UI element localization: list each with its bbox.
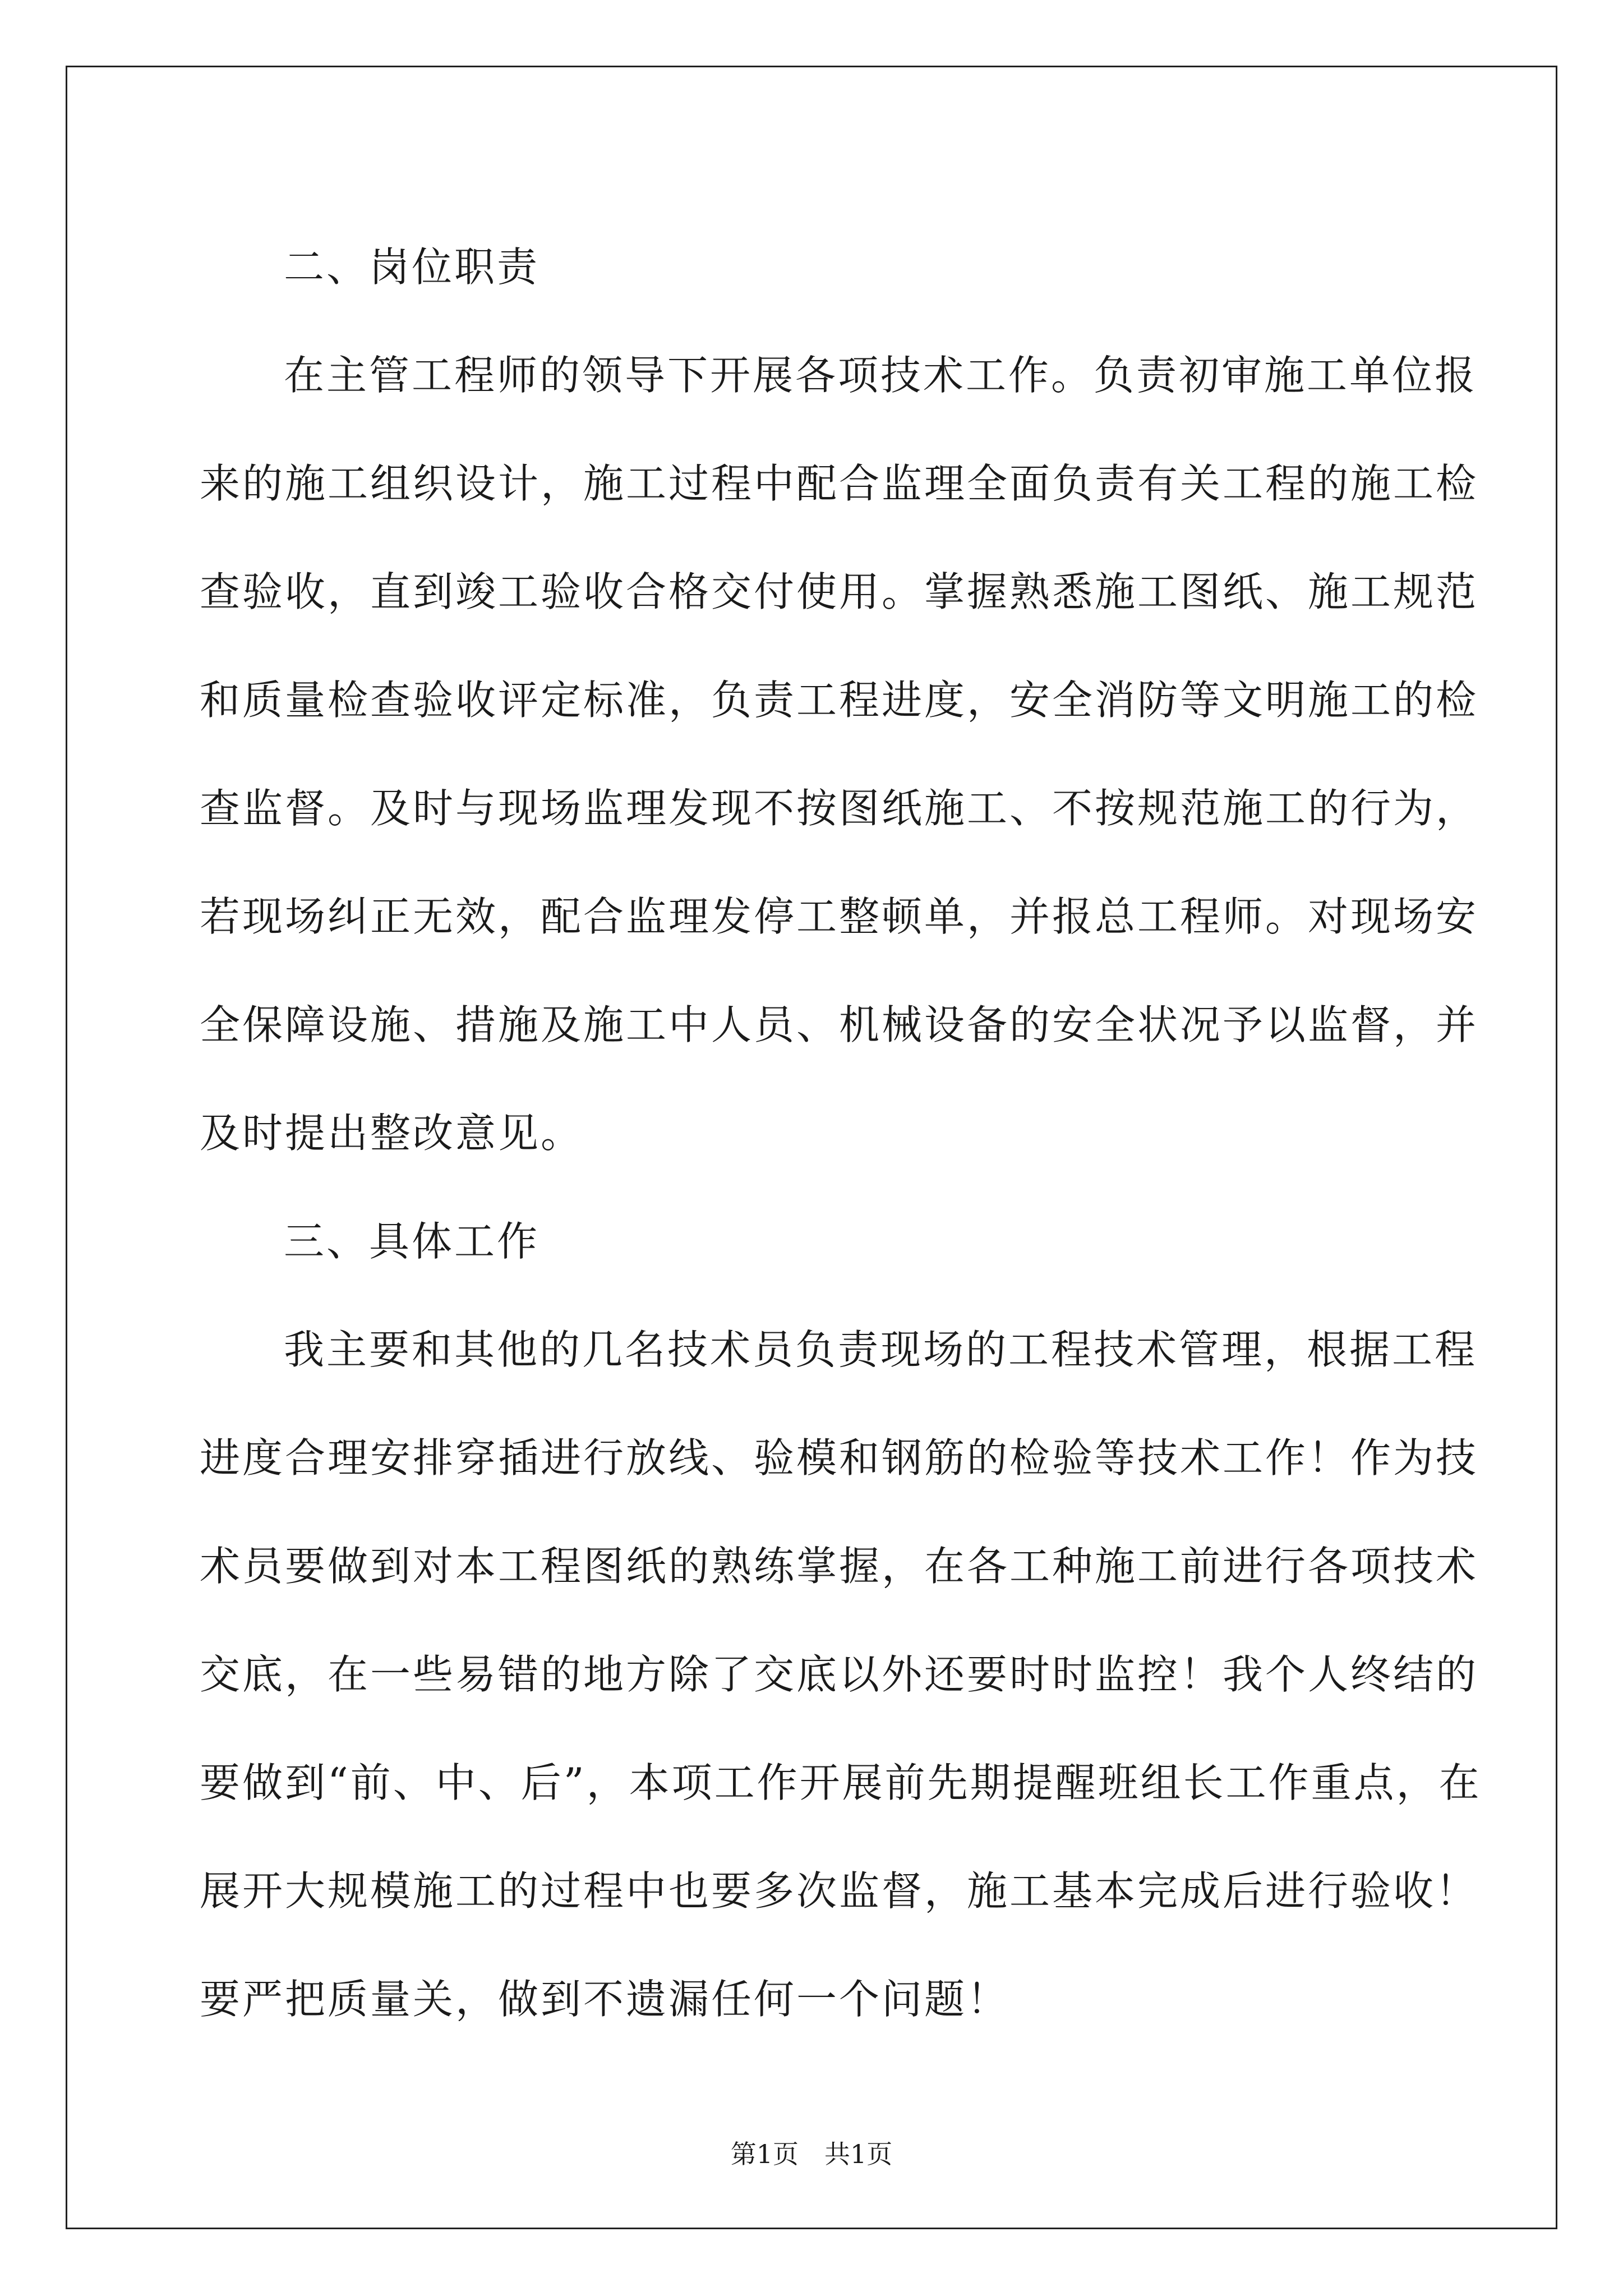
paragraph-line: 我主要和其他的几名技术员负责现场的工程技术管理，根据工程 (284, 1326, 1478, 1373)
section-heading-duties: 二、岗位职责 (284, 243, 540, 291)
page-number-footer: 第1页 共1页 (730, 2139, 893, 2169)
paragraph-line: 在主管工程师的领导下开展各项技术工作。负责初审施工单位报 (284, 352, 1478, 399)
paragraph-line: 要严把质量关，做到不遗漏任何一个问题！ (200, 1976, 1010, 2023)
paragraph-line: 要做到“前、中、后”，本项工作开展前先期提醒班组长工作重点，在 (200, 1759, 1482, 1806)
paragraph-line: 查监督。及时与现场监理发现不按图纸施工、不按规范施工的行为， (200, 785, 1479, 832)
section-heading-specific-work: 三、具体工作 (284, 1218, 540, 1265)
paragraph-line: 来的施工组织设计，施工过程中配合监理全面负责有关工程的施工检 (200, 460, 1479, 507)
paragraph-line: 全保障设施、措施及施工中人员、机械设备的安全状况予以监督，并 (200, 1001, 1479, 1048)
document-body (200, 213, 1482, 2054)
paragraph-line: 及时提出整改意见。 (200, 1110, 584, 1157)
paragraph-line: 交底，在一些易错的地方除了交底以外还要时时监控！我个人终结的 (200, 1651, 1479, 1698)
paragraph-line: 进度合理安排穿插进行放线、验模和钢筋的检验等技术工作！作为技 (200, 1434, 1479, 1481)
paragraph-line: 展开大规模施工的过程中也要多次监督，施工基本完成后进行验收！ (200, 1867, 1479, 1915)
paragraph-line: 术员要做到对本工程图纸的熟练掌握，在各工种施工前进行各项技术 (200, 1543, 1479, 1590)
paragraph-line: 查验收，直到竣工验收合格交付使用。掌握熟悉施工图纸、施工规范 (200, 568, 1479, 615)
paragraph-line: 若现场纠正无效，配合监理发停工整顿单，并报总工程师。对现场安 (200, 893, 1479, 940)
paragraph-line: 和质量检查验收评定标准，负责工程进度，安全消防等文明施工的检 (200, 677, 1479, 724)
